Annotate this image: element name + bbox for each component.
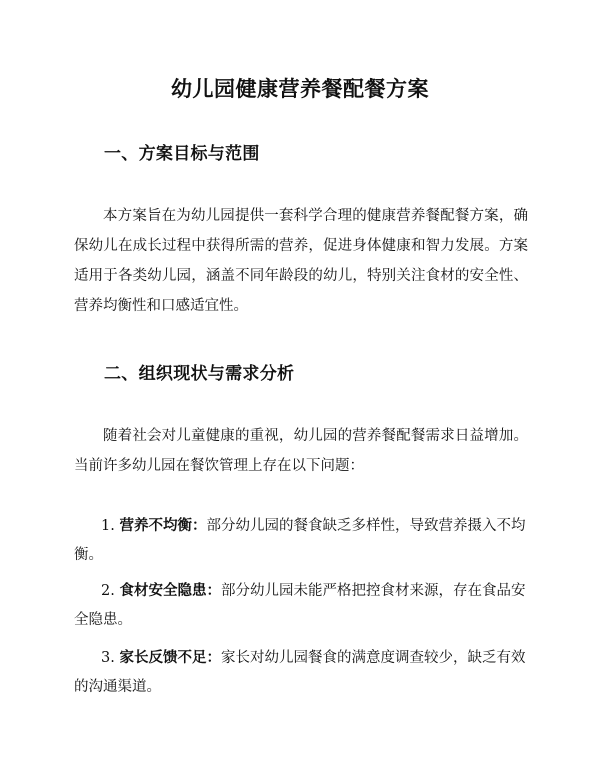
list-item-text: 部分幼儿园未能严格把控食材来源，存在食品安全隐患。 [74, 583, 526, 628]
list-item-term: 家长反馈不足： [119, 650, 221, 666]
list-item-number: 3. [101, 650, 115, 666]
list-item [74, 512, 532, 570]
list-item-number: 2. [101, 583, 115, 599]
document-title: 幼儿园健康营养餐配餐方案 [171, 77, 429, 101]
section-paragraph-analysis: 随着社会对儿童健康的重视，幼儿园的营养餐配餐需求日益增加。当前许多幼儿园在餐饮管理上存在以下问题： [74, 428, 528, 474]
list-item-number: 1. [101, 518, 115, 534]
list-item-term: 食材安全隐患： [119, 583, 221, 599]
list-item-term: 营养不均衡： [119, 518, 207, 534]
section-heading-analysis: 二、组织现状与需求分析 [104, 364, 295, 384]
list-item-text: 部分幼儿园的餐食缺乏多样性，导致营养摄入不均衡。 [74, 518, 526, 563]
list-item [74, 577, 532, 635]
list-item-text: 家长对幼儿园餐食的满意度调查较少，缺乏有效的沟通渠道。 [74, 650, 526, 695]
section-heading-goals: 一、方案目标与范围 [104, 144, 260, 164]
list-item [74, 644, 532, 702]
section-paragraph-goals: 本方案旨在为幼儿园提供一套科学合理的健康营养餐配餐方案，确保幼儿在成长过程中获得所需的营养，促进身体健康和智力发展。方案适用于各类幼儿园，涵盖不同年龄段的幼儿，特别关注食材的安全性、营养均衡性和口感适宜性。 [74, 208, 528, 314]
